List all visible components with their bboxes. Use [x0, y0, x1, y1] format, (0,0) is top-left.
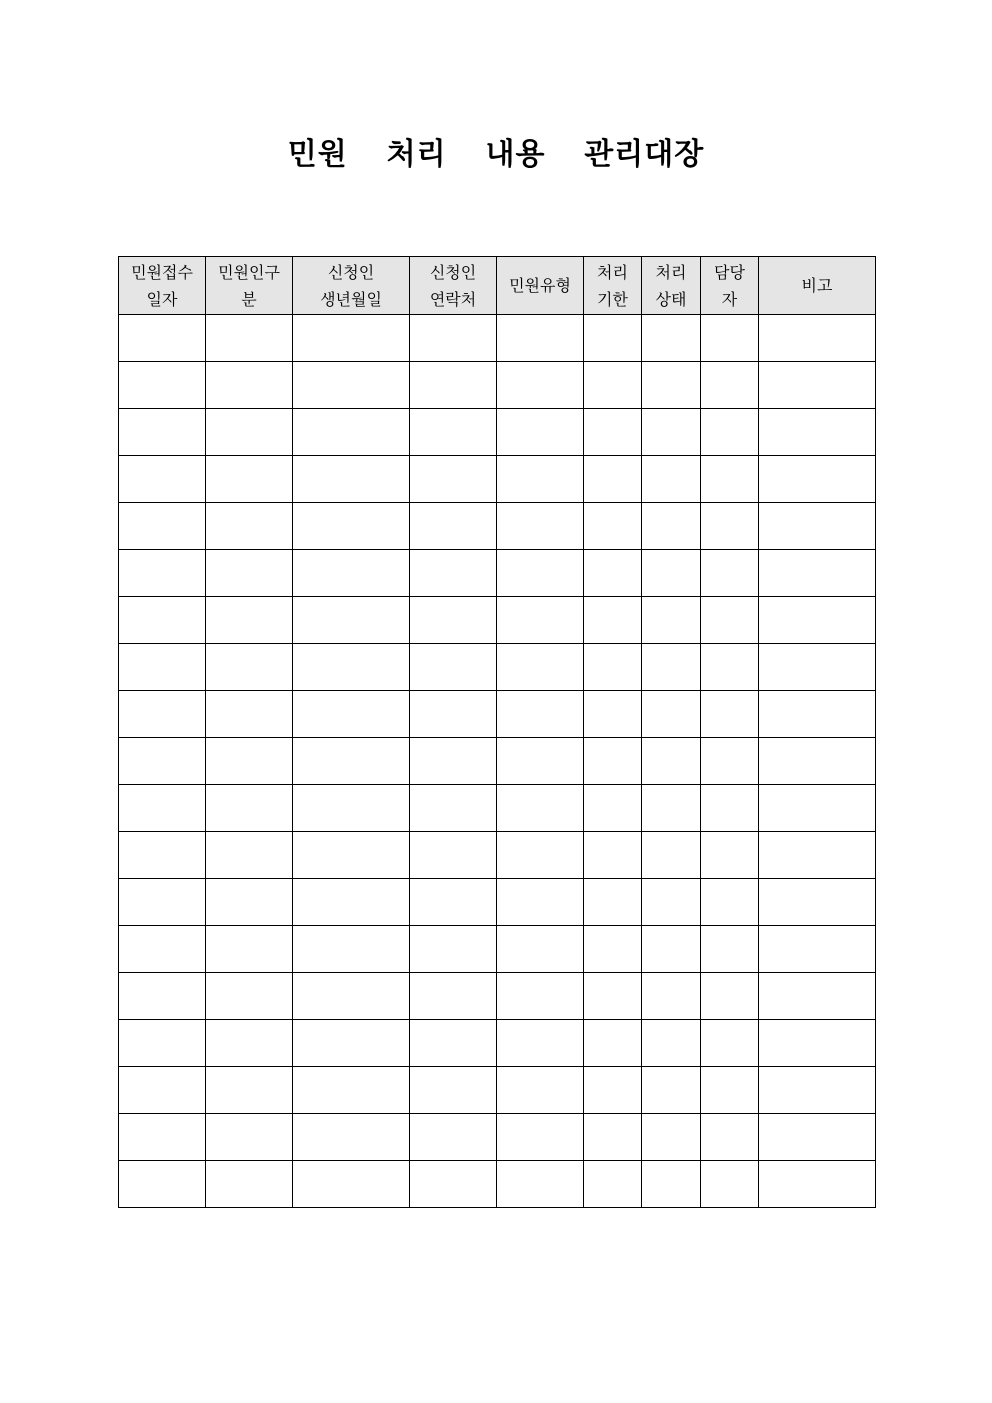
cell-status[interactable]: [642, 409, 701, 456]
cell-receipt-date[interactable]: [119, 926, 206, 973]
cell-receipt-date[interactable]: [119, 1114, 206, 1161]
cell-assignee[interactable]: [701, 785, 759, 832]
cell-deadline[interactable]: [584, 550, 642, 597]
cell-deadline[interactable]: [584, 691, 642, 738]
cell-complainant-type[interactable]: [206, 691, 293, 738]
cell-deadline[interactable]: [584, 1114, 642, 1161]
cell-remarks[interactable]: [759, 1067, 876, 1114]
cell-assignee[interactable]: [701, 362, 759, 409]
cell-receipt-date[interactable]: [119, 973, 206, 1020]
cell-applicant-birthdate[interactable]: [293, 879, 410, 926]
cell-deadline[interactable]: [584, 409, 642, 456]
cell-remarks[interactable]: [759, 926, 876, 973]
cell-applicant-contact[interactable]: [410, 1114, 497, 1161]
cell-remarks[interactable]: [759, 409, 876, 456]
cell-deadline[interactable]: [584, 456, 642, 503]
cell-status[interactable]: [642, 1020, 701, 1067]
cell-remarks[interactable]: [759, 456, 876, 503]
cell-applicant-birthdate[interactable]: [293, 362, 410, 409]
cell-complainant-type[interactable]: [206, 456, 293, 503]
table-row: [119, 315, 876, 362]
cell-applicant-contact[interactable]: [410, 1161, 497, 1208]
cell-assignee[interactable]: [701, 879, 759, 926]
cell-status[interactable]: [642, 691, 701, 738]
table-row: [119, 503, 876, 550]
cell-assignee[interactable]: [701, 1161, 759, 1208]
cell-complainant-type[interactable]: [206, 973, 293, 1020]
table-row: [119, 879, 876, 926]
cell-status[interactable]: [642, 550, 701, 597]
cell-status[interactable]: [642, 644, 701, 691]
table-row: [119, 832, 876, 879]
cell-assignee[interactable]: [701, 1114, 759, 1161]
cell-status[interactable]: [642, 1161, 701, 1208]
cell-status[interactable]: [642, 926, 701, 973]
cell-applicant-birthdate[interactable]: [293, 1114, 410, 1161]
page-title: 민원 처리 내용 관리대장: [287, 137, 705, 172]
cell-complaint-type[interactable]: [497, 1161, 584, 1208]
cell-receipt-date[interactable]: [119, 362, 206, 409]
cell-complainant-type[interactable]: [206, 315, 293, 362]
cell-complainant-type[interactable]: [206, 409, 293, 456]
cell-deadline[interactable]: [584, 597, 642, 644]
cell-remarks[interactable]: [759, 597, 876, 644]
cell-applicant-birthdate[interactable]: [293, 456, 410, 503]
table-row: [119, 1161, 876, 1208]
table-row: [119, 550, 876, 597]
cell-applicant-birthdate[interactable]: [293, 597, 410, 644]
cell-complaint-type[interactable]: [497, 644, 584, 691]
cell-assignee[interactable]: [701, 1067, 759, 1114]
table-row: [119, 785, 876, 832]
cell-applicant-birthdate[interactable]: [293, 785, 410, 832]
cell-complaint-type[interactable]: [497, 973, 584, 1020]
cell-applicant-contact[interactable]: [410, 409, 497, 456]
cell-applicant-contact[interactable]: [410, 738, 497, 785]
cell-deadline[interactable]: [584, 1067, 642, 1114]
cell-applicant-birthdate[interactable]: [293, 315, 410, 362]
cell-status[interactable]: [642, 503, 701, 550]
cell-status[interactable]: [642, 879, 701, 926]
cell-complaint-type[interactable]: [497, 832, 584, 879]
cell-applicant-contact[interactable]: [410, 691, 497, 738]
cell-assignee[interactable]: [701, 503, 759, 550]
cell-deadline[interactable]: [584, 362, 642, 409]
cell-receipt-date[interactable]: [119, 456, 206, 503]
header-applicant-birthdate: 신청인 생년월일: [293, 257, 410, 315]
cell-complaint-type[interactable]: [497, 785, 584, 832]
cell-applicant-birthdate[interactable]: [293, 973, 410, 1020]
cell-receipt-date[interactable]: [119, 1161, 206, 1208]
header-row: [119, 257, 876, 315]
cell-status[interactable]: [642, 456, 701, 503]
header-receipt-date: 민원접수 일자: [119, 257, 206, 315]
cell-deadline[interactable]: [584, 973, 642, 1020]
table-row: [119, 1067, 876, 1114]
cell-complainant-type[interactable]: [206, 926, 293, 973]
cell-remarks[interactable]: [759, 644, 876, 691]
cell-status[interactable]: [642, 738, 701, 785]
cell-status[interactable]: [642, 1114, 701, 1161]
cell-receipt-date[interactable]: [119, 738, 206, 785]
table-row: [119, 644, 876, 691]
cell-complainant-type[interactable]: [206, 1161, 293, 1208]
cell-receipt-date[interactable]: [119, 691, 206, 738]
cell-deadline[interactable]: [584, 315, 642, 362]
cell-applicant-birthdate[interactable]: [293, 832, 410, 879]
cell-applicant-contact[interactable]: [410, 503, 497, 550]
cell-deadline[interactable]: [584, 879, 642, 926]
cell-deadline[interactable]: [584, 1161, 642, 1208]
cell-applicant-contact[interactable]: [410, 879, 497, 926]
cell-complainant-type[interactable]: [206, 550, 293, 597]
cell-applicant-contact[interactable]: [410, 456, 497, 503]
cell-applicant-contact[interactable]: [410, 926, 497, 973]
cell-complaint-type[interactable]: [497, 926, 584, 973]
cell-applicant-contact[interactable]: [410, 644, 497, 691]
table-row: [119, 456, 876, 503]
cell-status[interactable]: [642, 785, 701, 832]
cell-applicant-birthdate[interactable]: [293, 738, 410, 785]
header-remarks: 비고: [759, 257, 876, 315]
cell-complainant-type[interactable]: [206, 597, 293, 644]
cell-applicant-birthdate[interactable]: [293, 926, 410, 973]
cell-receipt-date[interactable]: [119, 597, 206, 644]
cell-remarks[interactable]: [759, 879, 876, 926]
cell-complainant-type[interactable]: [206, 503, 293, 550]
cell-applicant-birthdate[interactable]: [293, 644, 410, 691]
cell-status[interactable]: [642, 1067, 701, 1114]
cell-applicant-contact[interactable]: [410, 832, 497, 879]
header-status: 처리 상태: [642, 257, 701, 315]
cell-complaint-type[interactable]: [497, 456, 584, 503]
header-complaint-type: 민원유형: [497, 257, 584, 315]
header-applicant-contact: 신청인 연락처: [410, 257, 497, 315]
table-row: [119, 1020, 876, 1067]
cell-remarks[interactable]: [759, 1161, 876, 1208]
cell-deadline[interactable]: [584, 644, 642, 691]
cell-assignee[interactable]: [701, 409, 759, 456]
table-row: [119, 973, 876, 1020]
cell-deadline[interactable]: [584, 926, 642, 973]
cell-remarks[interactable]: [759, 973, 876, 1020]
cell-receipt-date[interactable]: [119, 550, 206, 597]
cell-remarks[interactable]: [759, 832, 876, 879]
table-row: [119, 362, 876, 409]
cell-applicant-contact[interactable]: [410, 550, 497, 597]
cell-receipt-date[interactable]: [119, 832, 206, 879]
cell-complaint-type[interactable]: [497, 503, 584, 550]
cell-assignee[interactable]: [701, 926, 759, 973]
header-complainant-type: 민원인구 분: [206, 257, 293, 315]
cell-complainant-type[interactable]: [206, 362, 293, 409]
cell-assignee[interactable]: [701, 550, 759, 597]
cell-assignee[interactable]: [701, 691, 759, 738]
cell-receipt-date[interactable]: [119, 879, 206, 926]
table-row: [119, 409, 876, 456]
cell-complainant-type[interactable]: [206, 644, 293, 691]
cell-remarks[interactable]: [759, 503, 876, 550]
cell-complainant-type[interactable]: [206, 785, 293, 832]
table-body: [119, 315, 876, 1208]
cell-receipt-date[interactable]: [119, 644, 206, 691]
cell-complaint-type[interactable]: [497, 362, 584, 409]
cell-applicant-contact[interactable]: [410, 362, 497, 409]
cell-assignee[interactable]: [701, 973, 759, 1020]
cell-assignee[interactable]: [701, 1020, 759, 1067]
cell-applicant-birthdate[interactable]: [293, 409, 410, 456]
cell-deadline[interactable]: [584, 1020, 642, 1067]
cell-deadline[interactable]: [584, 785, 642, 832]
cell-deadline[interactable]: [584, 503, 642, 550]
table-row: [119, 926, 876, 973]
cell-status[interactable]: [642, 832, 701, 879]
cell-receipt-date[interactable]: [119, 785, 206, 832]
cell-applicant-contact[interactable]: [410, 1020, 497, 1067]
cell-complaint-type[interactable]: [497, 315, 584, 362]
header-assignee: 담당 자: [701, 257, 759, 315]
cell-status[interactable]: [642, 362, 701, 409]
cell-applicant-birthdate[interactable]: [293, 1020, 410, 1067]
cell-applicant-birthdate[interactable]: [293, 1067, 410, 1114]
cell-receipt-date[interactable]: [119, 1020, 206, 1067]
cell-complaint-type[interactable]: [497, 550, 584, 597]
cell-receipt-date[interactable]: [119, 409, 206, 456]
cell-remarks[interactable]: [759, 1114, 876, 1161]
cell-complaint-type[interactable]: [497, 738, 584, 785]
cell-applicant-contact[interactable]: [410, 785, 497, 832]
table-row: [119, 597, 876, 644]
cell-complainant-type[interactable]: [206, 879, 293, 926]
cell-assignee[interactable]: [701, 738, 759, 785]
cell-complainant-type[interactable]: [206, 1067, 293, 1114]
cell-remarks[interactable]: [759, 315, 876, 362]
cell-receipt-date[interactable]: [119, 1067, 206, 1114]
cell-assignee[interactable]: [701, 597, 759, 644]
table-row: [119, 738, 876, 785]
table-row: [119, 1114, 876, 1161]
cell-complaint-type[interactable]: [497, 409, 584, 456]
cell-assignee[interactable]: [701, 456, 759, 503]
cell-status[interactable]: [642, 973, 701, 1020]
cell-complaint-type[interactable]: [497, 597, 584, 644]
cell-receipt-date[interactable]: [119, 503, 206, 550]
header-deadline: 처리 기한: [584, 257, 642, 315]
cell-applicant-contact[interactable]: [410, 1067, 497, 1114]
cell-assignee[interactable]: [701, 315, 759, 362]
cell-complaint-type[interactable]: [497, 1020, 584, 1067]
cell-assignee[interactable]: [701, 644, 759, 691]
cell-complaint-type[interactable]: [497, 691, 584, 738]
cell-applicant-contact[interactable]: [410, 597, 497, 644]
cell-deadline[interactable]: [584, 832, 642, 879]
cell-applicant-birthdate[interactable]: [293, 1161, 410, 1208]
cell-complaint-type[interactable]: [497, 1114, 584, 1161]
cell-complainant-type[interactable]: [206, 1114, 293, 1161]
cell-applicant-contact[interactable]: [410, 973, 497, 1020]
cell-complainant-type[interactable]: [206, 832, 293, 879]
cell-status[interactable]: [642, 597, 701, 644]
cell-assignee[interactable]: [701, 832, 759, 879]
cell-remarks[interactable]: [759, 785, 876, 832]
complaint-ledger-table: [118, 256, 876, 1208]
cell-complaint-type[interactable]: [497, 879, 584, 926]
cell-deadline[interactable]: [584, 738, 642, 785]
cell-applicant-birthdate[interactable]: [293, 691, 410, 738]
cell-applicant-birthdate[interactable]: [293, 503, 410, 550]
table-row: [119, 691, 876, 738]
cell-applicant-contact[interactable]: [410, 315, 497, 362]
cell-complainant-type[interactable]: [206, 738, 293, 785]
cell-remarks[interactable]: [759, 691, 876, 738]
cell-complainant-type[interactable]: [206, 1020, 293, 1067]
cell-remarks[interactable]: [759, 738, 876, 785]
cell-complaint-type[interactable]: [497, 1067, 584, 1114]
cell-remarks[interactable]: [759, 1020, 876, 1067]
cell-remarks[interactable]: [759, 362, 876, 409]
cell-status[interactable]: [642, 315, 701, 362]
cell-receipt-date[interactable]: [119, 315, 206, 362]
cell-applicant-birthdate[interactable]: [293, 550, 410, 597]
cell-remarks[interactable]: [759, 550, 876, 597]
